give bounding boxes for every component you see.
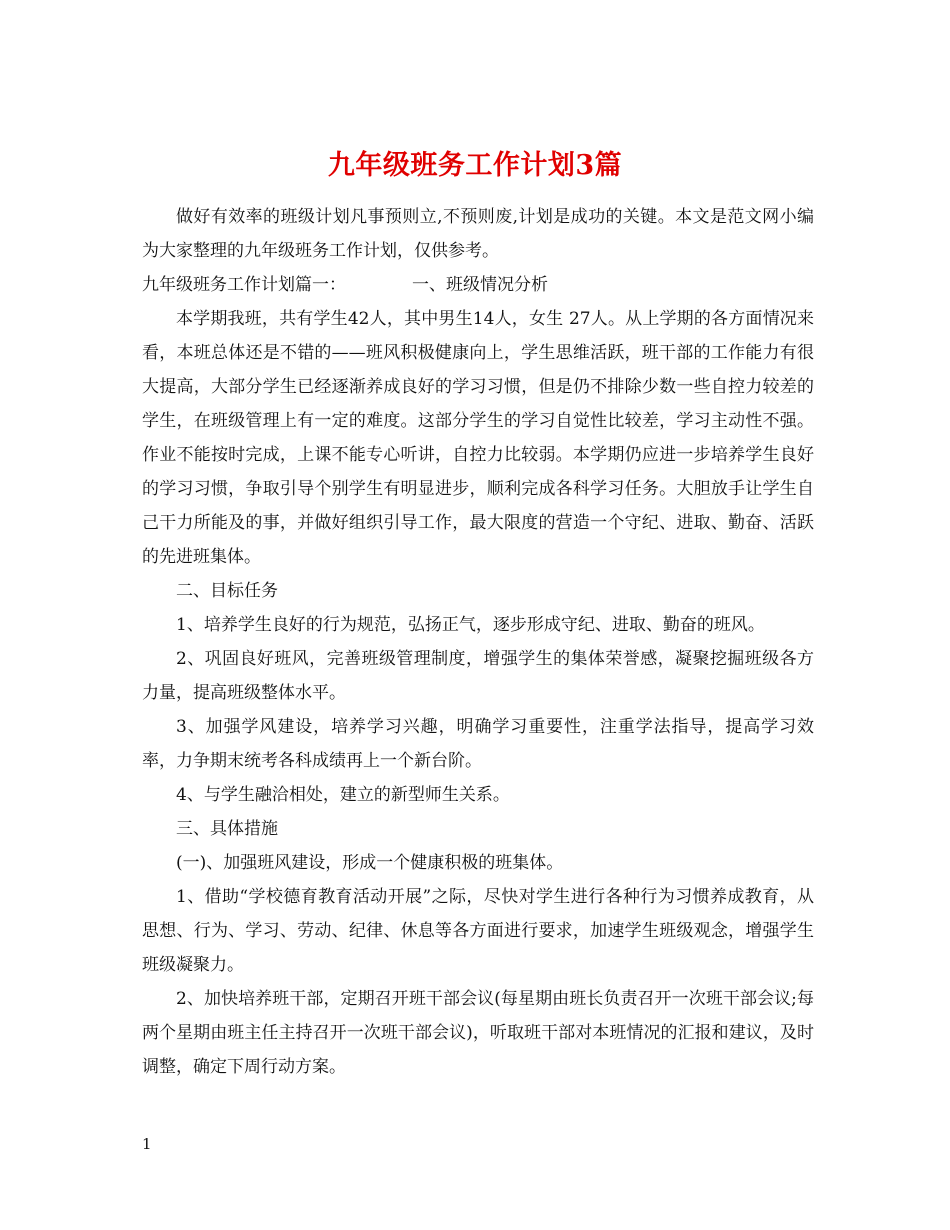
section-heading-measures: 三、具体措施	[176, 819, 278, 839]
document-title: 九年级班务工作计划3篇	[327, 150, 623, 182]
body-paragraph: 1、培养学生良好的行为规范，弘扬正气，逐步形成守纪、进取、勤奋的班风。	[176, 615, 765, 635]
body-paragraph: 2、加快培养班干部，定期召开班干部会议(每星期由班长负责召开一次班干部会议;每两个星期由班主任主持召开一次班干部会议)，听取班干部对本班情况的汇报和建议，及时调整，确定下周行动方案。	[142, 989, 814, 1077]
intro-paragraph: 做好有效率的班级计划凡事预则立,不预则废,计划是成功的关键。本文是范文网小编为大家整理的九年级班务工作计划，仅供参考。	[142, 207, 814, 261]
section-heading: 一、班级情况分析	[412, 275, 548, 295]
body-paragraph: 1、借助“学校德育教育活动开展”之际，尽快对学生进行各种行为习惯养成教育，从思想、行为、学习、劳动、纪律、休息等各方面进行要求，加速学生班级观念，增强学生班级凝聚力。	[142, 887, 814, 975]
section-heading-targets: 二、目标任务	[176, 581, 278, 601]
document-body	[142, 200, 814, 1084]
section-heading-line	[142, 268, 814, 302]
body-paragraph: 本学期我班，共有学生42人，其中男生14人，女生 27人。从上学期的各方面情况来看，本班总体还是不错的——班风积极健康向上，学生思维活跃，班干部的工作能力有很大提高，大部分学生已经逐渐养成良好的学习习惯，但是仍不排除少数一些自控力较差的学生，在班级管理上有一定的难度。这部分学生的学习自觉性比较差，学习主动性不强。作业不能按时完成，上课不能专心听讲，自控力比较弱。本学期仍应进一步培养学生良好的学习习惯，争取引导个别学生有明显进步，顺利完成各科学习任务。大胆放手让学生自己干力所能及的事，并做好组织引导工作，最大限度的营造一个守纪、进取、勤奋、活跃的先进班集体。	[142, 309, 814, 567]
body-paragraph: 3、加强学风建设，培养学习兴趣，明确学习重要性，注重学法指导，提高学习效率，力争期末统考各科成绩再上一个新台阶。	[142, 717, 814, 771]
section-label: 九年级班务工作计划篇一：	[142, 275, 346, 295]
page-number: 1	[142, 1135, 152, 1153]
body-paragraph: 2、巩固良好班风，完善班级管理制度，增强学生的集体荣誉感，凝聚挖掘班级各方力量，提高班级整体水平。	[142, 649, 814, 703]
subsection-heading: (一)、加强班风建设，形成一个健康积极的班集体。	[176, 853, 564, 873]
body-paragraph: 4、与学生融洽相处，建立的新型师生关系。	[176, 785, 510, 805]
